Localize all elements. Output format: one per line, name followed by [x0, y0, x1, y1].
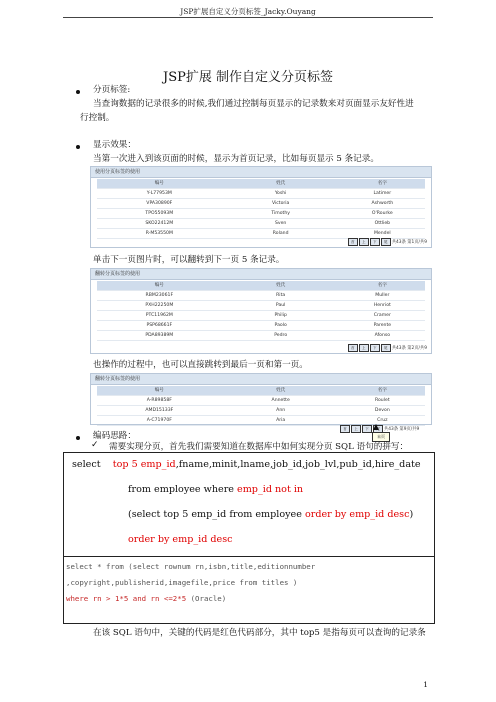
- cell-id: PDA89389M: [145, 333, 174, 338]
- cell-id: AMD15133F: [145, 408, 174, 413]
- running-header: JSP扩展自定义分页标签_Jacky.Ouyang: [180, 7, 316, 16]
- cell-lastname: Yoshi: [274, 191, 287, 196]
- oracle-text: rownum rn,isbn,title,editionnumber: [163, 562, 316, 571]
- column-header-lastname: 姓氏: [276, 388, 286, 393]
- section-pagination-body-2: 行控制。: [80, 113, 115, 123]
- cell-lastname: Ann: [276, 408, 286, 413]
- sql-keyword: select: [72, 459, 101, 470]
- cell-id: TPO55093M: [145, 211, 174, 216]
- table-row: [97, 396, 425, 406]
- cell-lastname: Aria: [276, 418, 286, 423]
- oracle-text: select * from (select: [66, 562, 164, 571]
- screenshot-last-page: [90, 373, 432, 425]
- sql-text: (select top 5 emp_id from employee: [128, 509, 305, 520]
- cell-lastname: Philip: [274, 313, 287, 318]
- section-display-heading: 显示效果：: [93, 140, 136, 150]
- section-display-line-3: 也操作的过程中，也可以直接跳转到最后一页和第一页。: [93, 360, 308, 370]
- sql-line-4: order by emp_id desc: [128, 534, 233, 545]
- header-rule: [63, 17, 433, 18]
- column-header-firstname: 名字: [377, 388, 387, 393]
- oracle-line-1: [66, 562, 315, 571]
- footer-explanation: 在该 SQL 语句中，关键的代码是红色代码部分，其中 top5 是指每页可以查询的记录条: [93, 628, 426, 638]
- cell-firstname: Parente: [373, 323, 392, 328]
- cell-id: Y-L77953M: [146, 191, 172, 196]
- cell-id: A-C71970F: [146, 418, 172, 423]
- column-header-id: 编号: [154, 283, 164, 288]
- sql-text: ,fname,minit,lname,job_id,job_lvl,pub_id,hire_date: [175, 459, 421, 470]
- cell-firstname: Latimer: [373, 191, 392, 196]
- table-row: [97, 189, 425, 199]
- cell-firstname: Mendel: [373, 231, 391, 236]
- cell-firstname: Cruz: [377, 418, 388, 423]
- last-page-button[interactable]: 尾: [381, 238, 391, 246]
- section-pagination-heading: 分页标签:: [93, 85, 131, 95]
- sql-text: ): [409, 509, 414, 520]
- bullet-icon: [76, 436, 80, 440]
- records-table: [97, 179, 425, 239]
- cell-firstname: Ashworth: [371, 201, 394, 206]
- table-row: [97, 291, 425, 301]
- table-row: [97, 301, 425, 311]
- cell-firstname: Ottlieb: [374, 221, 391, 226]
- cell-firstname: Roulet: [375, 398, 390, 403]
- column-header-firstname: 名字: [377, 181, 387, 186]
- document-title: JSP扩展 制作自定义分页标签: [163, 70, 333, 85]
- cell-firstname: Cramer: [373, 313, 391, 318]
- last-page-button[interactable]: 尾: [373, 425, 383, 433]
- cell-id: SKO22412M: [145, 221, 174, 226]
- table-header-row: [97, 179, 425, 189]
- pager-info: 共43条 第1页/共9: [391, 240, 427, 245]
- cell-lastname: Rita: [276, 293, 286, 298]
- cell-lastname: Annette: [271, 398, 290, 403]
- section-display-line-1: 当第一次进入到该页面的时候，显示为首页记录，比如每页显示 5 条记录。: [93, 154, 379, 164]
- records-table: [97, 386, 425, 426]
- sql-highlight: order by emp_id desc: [304, 509, 410, 520]
- records-table: [97, 281, 425, 341]
- cell-firstname: Devon: [374, 408, 390, 413]
- oracle-note: (Oracle): [186, 594, 227, 603]
- cell-id: A-R89858F: [146, 398, 172, 403]
- table-header-row: [97, 281, 425, 291]
- pager: [348, 344, 427, 352]
- cell-lastname: Timothy: [271, 211, 290, 216]
- bullet-icon: [76, 90, 80, 94]
- section-coding-check: 需要实现分页，首先我们需要知道在数据库中如何实现分页 SQL 语句的拼写：: [109, 442, 409, 452]
- sql-code-box: [63, 452, 435, 624]
- column-header-lastname: 姓氏: [276, 181, 286, 186]
- oracle-line-3: [66, 594, 226, 603]
- bullet-icon: [76, 145, 80, 149]
- cell-id: PXH22250M: [145, 303, 174, 308]
- cursor-icon: [373, 424, 379, 430]
- prev-page-button[interactable]: 上: [351, 425, 361, 433]
- sql-line-2: [128, 484, 303, 495]
- cell-id: VPA30890F: [146, 201, 173, 206]
- table-row: [97, 311, 425, 321]
- next-page-button[interactable]: 下: [370, 238, 380, 246]
- cell-lastname: Roland: [272, 231, 289, 236]
- cell-lastname: Paul: [275, 303, 286, 308]
- screenshot-first-page: [90, 166, 432, 248]
- cell-id: PTC11962M: [145, 313, 173, 318]
- sql-line-1: [72, 459, 421, 470]
- prev-page-button[interactable]: 上: [359, 238, 369, 246]
- last-page-button[interactable]: 尾: [381, 344, 391, 352]
- cell-id: RBM23061F: [145, 293, 174, 298]
- cell-id: R-M53550M: [145, 231, 173, 236]
- cell-id: PSP68661F: [146, 323, 173, 328]
- column-header-id: 编号: [154, 181, 164, 186]
- pager: [348, 238, 427, 246]
- table-row: [97, 406, 425, 416]
- checkmark-icon: ✓: [91, 440, 99, 450]
- cell-firstname: Afonso: [374, 333, 391, 338]
- cell-lastname: Pedro: [274, 333, 288, 338]
- table-header-row: [97, 386, 425, 396]
- oracle-line-2: ,copyright,publisherid,imagefile,price from titles ): [66, 578, 298, 587]
- column-header-id: 编号: [154, 388, 164, 393]
- first-page-button[interactable]: 首: [348, 238, 358, 246]
- section-display-line-2: 单击下一页图片时，可以翻转到下一页 5 条记录。: [93, 255, 285, 265]
- screenshot-caption: 翻转分页标签的使用: [91, 374, 431, 385]
- page-number: 1: [423, 680, 428, 689]
- first-page-button[interactable]: 首: [340, 425, 350, 433]
- section-pagination-body-1: 当查询数据的记录很多的时候,我们通过控制每页显示的记录数来对页面显示友好性进: [93, 99, 414, 109]
- first-page-button[interactable]: 首: [348, 344, 358, 352]
- cell-firstname: Muller: [375, 293, 390, 298]
- section-coding-heading: 编码思路：: [93, 431, 136, 441]
- code-divider: [64, 556, 434, 557]
- next-page-button[interactable]: 下: [362, 425, 372, 433]
- screenshot-next-page: [90, 268, 432, 354]
- cell-lastname: Paolo: [274, 323, 287, 328]
- cell-lastname: Victoria: [271, 201, 290, 206]
- screenshot-caption: 翻转分页标签的使用: [91, 269, 431, 280]
- pager-info: 共43条 第2页/共9: [391, 346, 427, 351]
- column-header-firstname: 名字: [377, 283, 387, 288]
- last-page-tooltip: 末页: [372, 432, 390, 442]
- cell-lastname: Sven: [274, 221, 287, 226]
- cell-firstname: O'Rourke: [371, 211, 393, 216]
- prev-page-button[interactable]: 上: [359, 344, 369, 352]
- sql-highlight: emp_id not in: [237, 484, 304, 495]
- sql-highlight: top 5 emp_id: [112, 459, 176, 470]
- sql-text: from employee where: [128, 484, 238, 495]
- column-header-lastname: 姓氏: [276, 283, 286, 288]
- table-row: [97, 321, 425, 331]
- table-row: [97, 209, 425, 219]
- pager-info: 共43条 第9页/共9: [384, 427, 420, 432]
- table-row: [97, 331, 425, 341]
- table-row: [97, 199, 425, 209]
- cell-firstname: Henriot: [373, 303, 391, 308]
- next-page-button[interactable]: 下: [370, 344, 380, 352]
- sql-line-3: [128, 509, 413, 520]
- screenshot-caption: 使用分页标签的使用: [91, 167, 431, 178]
- oracle-keyword: where rn > 1*5 and rn <=2*5: [66, 594, 187, 603]
- table-row: [97, 219, 425, 229]
